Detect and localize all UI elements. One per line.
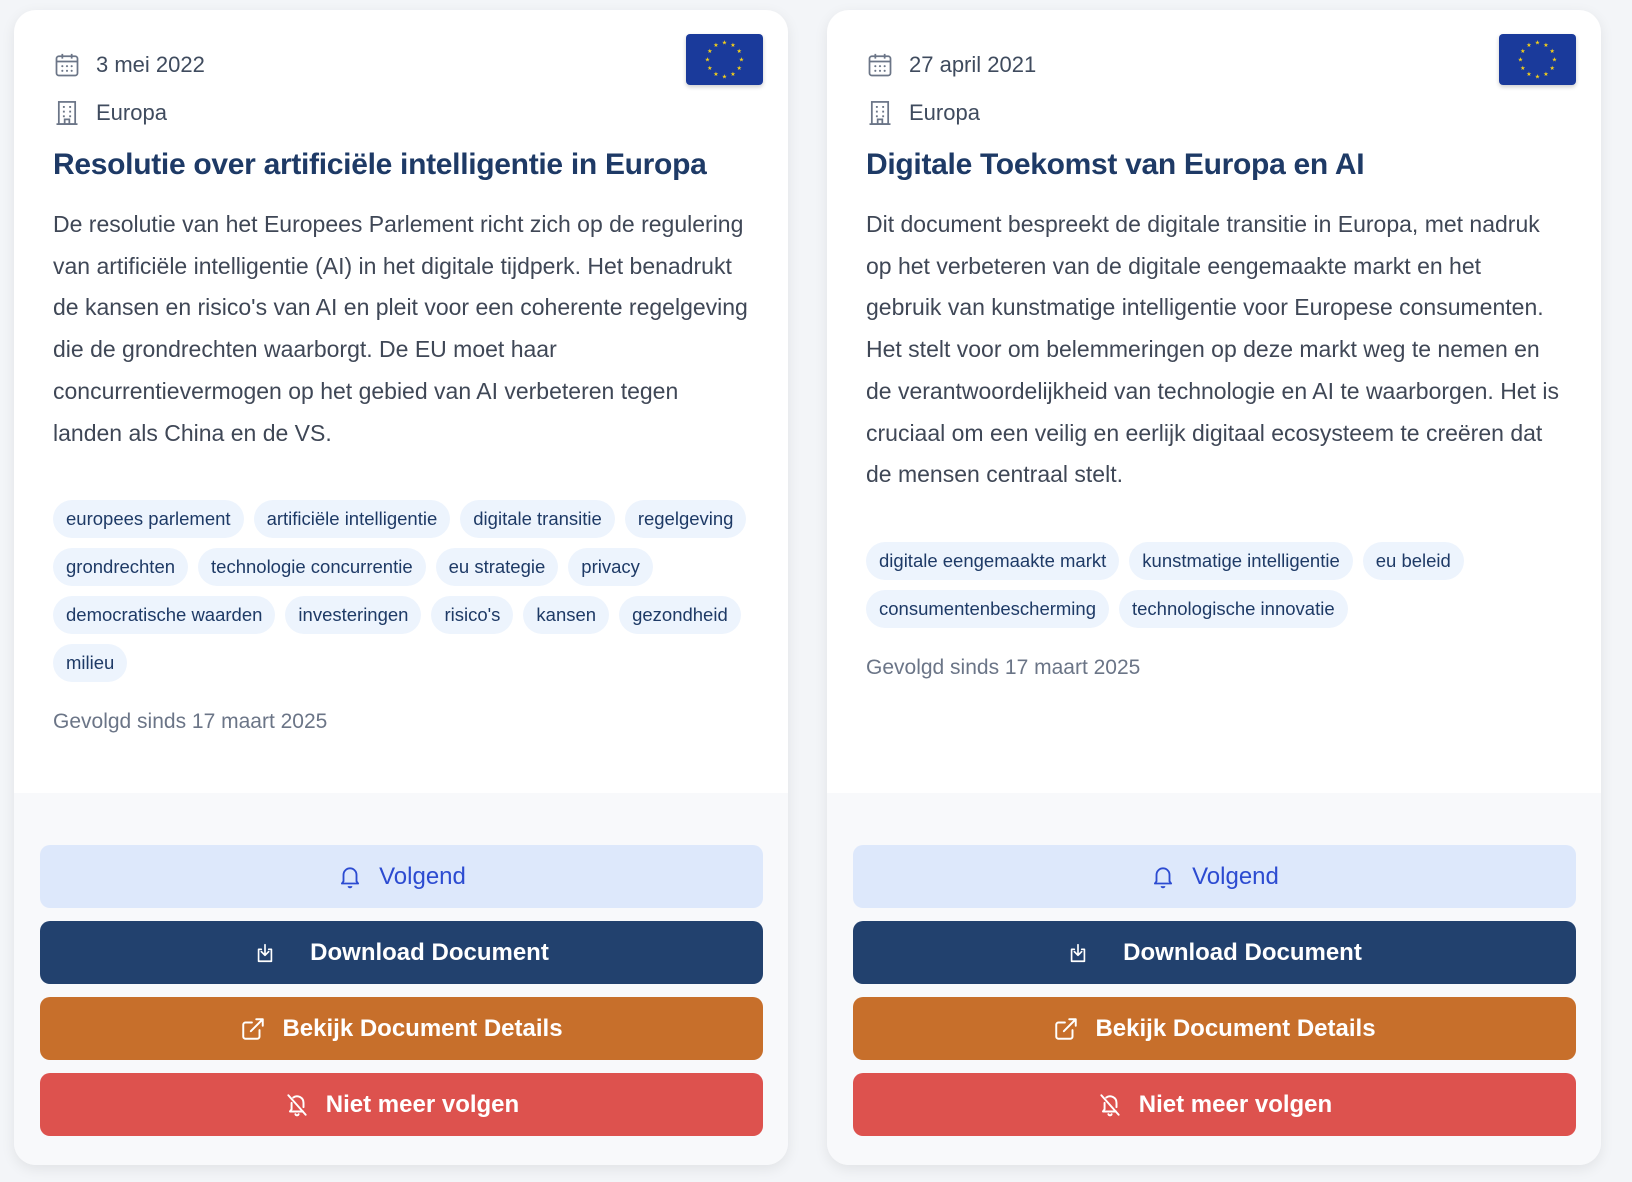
flag-star: ★ <box>730 72 736 79</box>
tag[interactable]: gezondheid <box>619 596 741 634</box>
building-icon <box>866 99 894 127</box>
document-date: 27 april 2021 <box>909 52 1037 77</box>
tag[interactable]: consumentenbescherming <box>866 590 1109 628</box>
flag-star: ★ <box>736 66 742 72</box>
flag-star: ★ <box>721 40 728 47</box>
document-description: De resolutie van het Europees Parlement richt zich op de regulering van artificiële intelligentie (AI) in het digitale tijdperk. Het benadrukt de kansen en risico's van AI en pleit voor een coherente regelgeving die de grondrechten waarborgt. De EU moet haar concurrentievermogen op het gebied van AI verbeteren tegen landen als China en de VS. <box>53 211 748 446</box>
tag[interactable]: regelgeving <box>625 500 747 538</box>
bell-off-icon <box>1097 1092 1123 1118</box>
download-icon <box>254 940 276 966</box>
download-icon <box>1067 940 1089 966</box>
bell-icon <box>1150 864 1176 890</box>
document-card <box>14 10 788 1165</box>
document-title[interactable]: Digitale Toekomst van Europa en AI <box>866 148 1365 181</box>
bell-icon <box>337 864 363 890</box>
tag[interactable]: europees parlement <box>53 500 244 538</box>
tag[interactable]: democratische waarden <box>53 596 275 634</box>
tag[interactable]: artificiële intelligentie <box>254 500 451 538</box>
unfollow-label: Niet meer volgen <box>325 1090 520 1118</box>
followed-since: Gevolgd sinds 17 maart 2025 <box>866 655 1141 679</box>
flag-star: ★ <box>713 72 719 79</box>
flag-star: ★ <box>1526 42 1532 49</box>
document-location: Europa <box>96 100 167 125</box>
document-date: 3 mei 2022 <box>96 52 205 77</box>
details-label: Bekijk Document Details <box>1095 1014 1376 1042</box>
calendar-icon <box>53 51 81 79</box>
tag-list <box>866 542 1561 628</box>
tag[interactable]: milieu <box>53 644 127 682</box>
card-actions <box>14 793 788 1165</box>
date-row <box>53 48 748 82</box>
download-document-button[interactable] <box>853 921 1576 984</box>
flag-star: ★ <box>1543 72 1549 79</box>
details-label: Bekijk Document Details <box>282 1014 563 1042</box>
eu-flag-icon <box>1499 34 1576 85</box>
flag-star: ★ <box>1551 57 1558 64</box>
flag-star: ★ <box>1534 74 1541 81</box>
flag-star: ★ <box>736 49 742 55</box>
following-label: Volgend <box>379 862 466 890</box>
flag-star: ★ <box>1520 49 1526 55</box>
tag[interactable]: eu beleid <box>1363 542 1464 580</box>
download-document-button[interactable] <box>40 921 763 984</box>
tag[interactable]: privacy <box>568 548 653 586</box>
tag[interactable]: kunstmatige intelligentie <box>1129 542 1352 580</box>
view-details-button[interactable] <box>853 997 1576 1060</box>
download-label: Download Document <box>1123 938 1362 966</box>
tag[interactable]: grondrechten <box>53 548 188 586</box>
document-location: Europa <box>909 100 980 125</box>
document-card <box>827 10 1601 1165</box>
flag-star: ★ <box>704 57 711 64</box>
external-link-icon <box>1053 1016 1079 1042</box>
document-description: Dit document bespreekt de digitale transitie in Europa, met nadruk op het verbeteren van de digitale eengemaakte markt en het gebruik van kunstmatige intelligentie voor Europese consumenten. Het stelt voor om belemmeringen op deze markt weg te nemen en de verantwoordelijkheid van technologie en AI te waarborgen. Het is cruciaal om een veilig en eerlijk digitaal ecosysteem te creëren dat de mensen centraal stelt. <box>866 211 1559 488</box>
flag-star: ★ <box>1517 57 1524 64</box>
flag-star: ★ <box>1526 72 1532 79</box>
card-body <box>14 10 788 793</box>
flag-star: ★ <box>721 74 728 81</box>
following-label: Volgend <box>1192 862 1279 890</box>
tag[interactable]: kansen <box>523 596 609 634</box>
calendar-icon <box>866 51 894 79</box>
following-button[interactable] <box>853 845 1576 908</box>
flag-star: ★ <box>707 49 713 55</box>
view-details-button[interactable] <box>40 997 763 1060</box>
tag[interactable]: digitale eengemaakte markt <box>866 542 1119 580</box>
card-body <box>827 10 1601 793</box>
download-label: Download Document <box>310 938 549 966</box>
flag-star: ★ <box>1520 66 1526 72</box>
flag-star: ★ <box>730 42 736 49</box>
external-link-icon <box>240 1016 266 1042</box>
flag-star: ★ <box>1549 49 1555 55</box>
following-button[interactable] <box>40 845 763 908</box>
tag[interactable]: eu strategie <box>436 548 559 586</box>
tag[interactable]: technologische innovatie <box>1119 590 1348 628</box>
unfollow-label: Niet meer volgen <box>1138 1090 1333 1118</box>
date-row <box>866 48 1561 82</box>
tag[interactable]: technologie concurrentie <box>198 548 426 586</box>
flag-star: ★ <box>738 57 745 64</box>
location-row <box>866 96 1561 130</box>
flag-star: ★ <box>1549 66 1555 72</box>
unfollow-button[interactable] <box>853 1073 1576 1136</box>
building-icon <box>53 99 81 127</box>
tag[interactable]: risico's <box>431 596 513 634</box>
card-actions <box>827 793 1601 1165</box>
flag-star: ★ <box>713 42 719 49</box>
document-title[interactable]: Resolutie over artificiële intelligentie in Europa <box>53 148 707 181</box>
flag-star: ★ <box>1534 40 1541 47</box>
unfollow-button[interactable] <box>40 1073 763 1136</box>
tag-list <box>53 500 748 682</box>
flag-star: ★ <box>707 66 713 72</box>
followed-since: Gevolgd sinds 17 maart 2025 <box>53 710 328 734</box>
eu-flag-icon <box>686 34 763 85</box>
flag-star: ★ <box>1543 42 1549 49</box>
tag[interactable]: digitale transitie <box>460 500 615 538</box>
location-row <box>53 96 748 130</box>
bell-off-icon <box>284 1092 310 1118</box>
tag[interactable]: investeringen <box>285 596 421 634</box>
